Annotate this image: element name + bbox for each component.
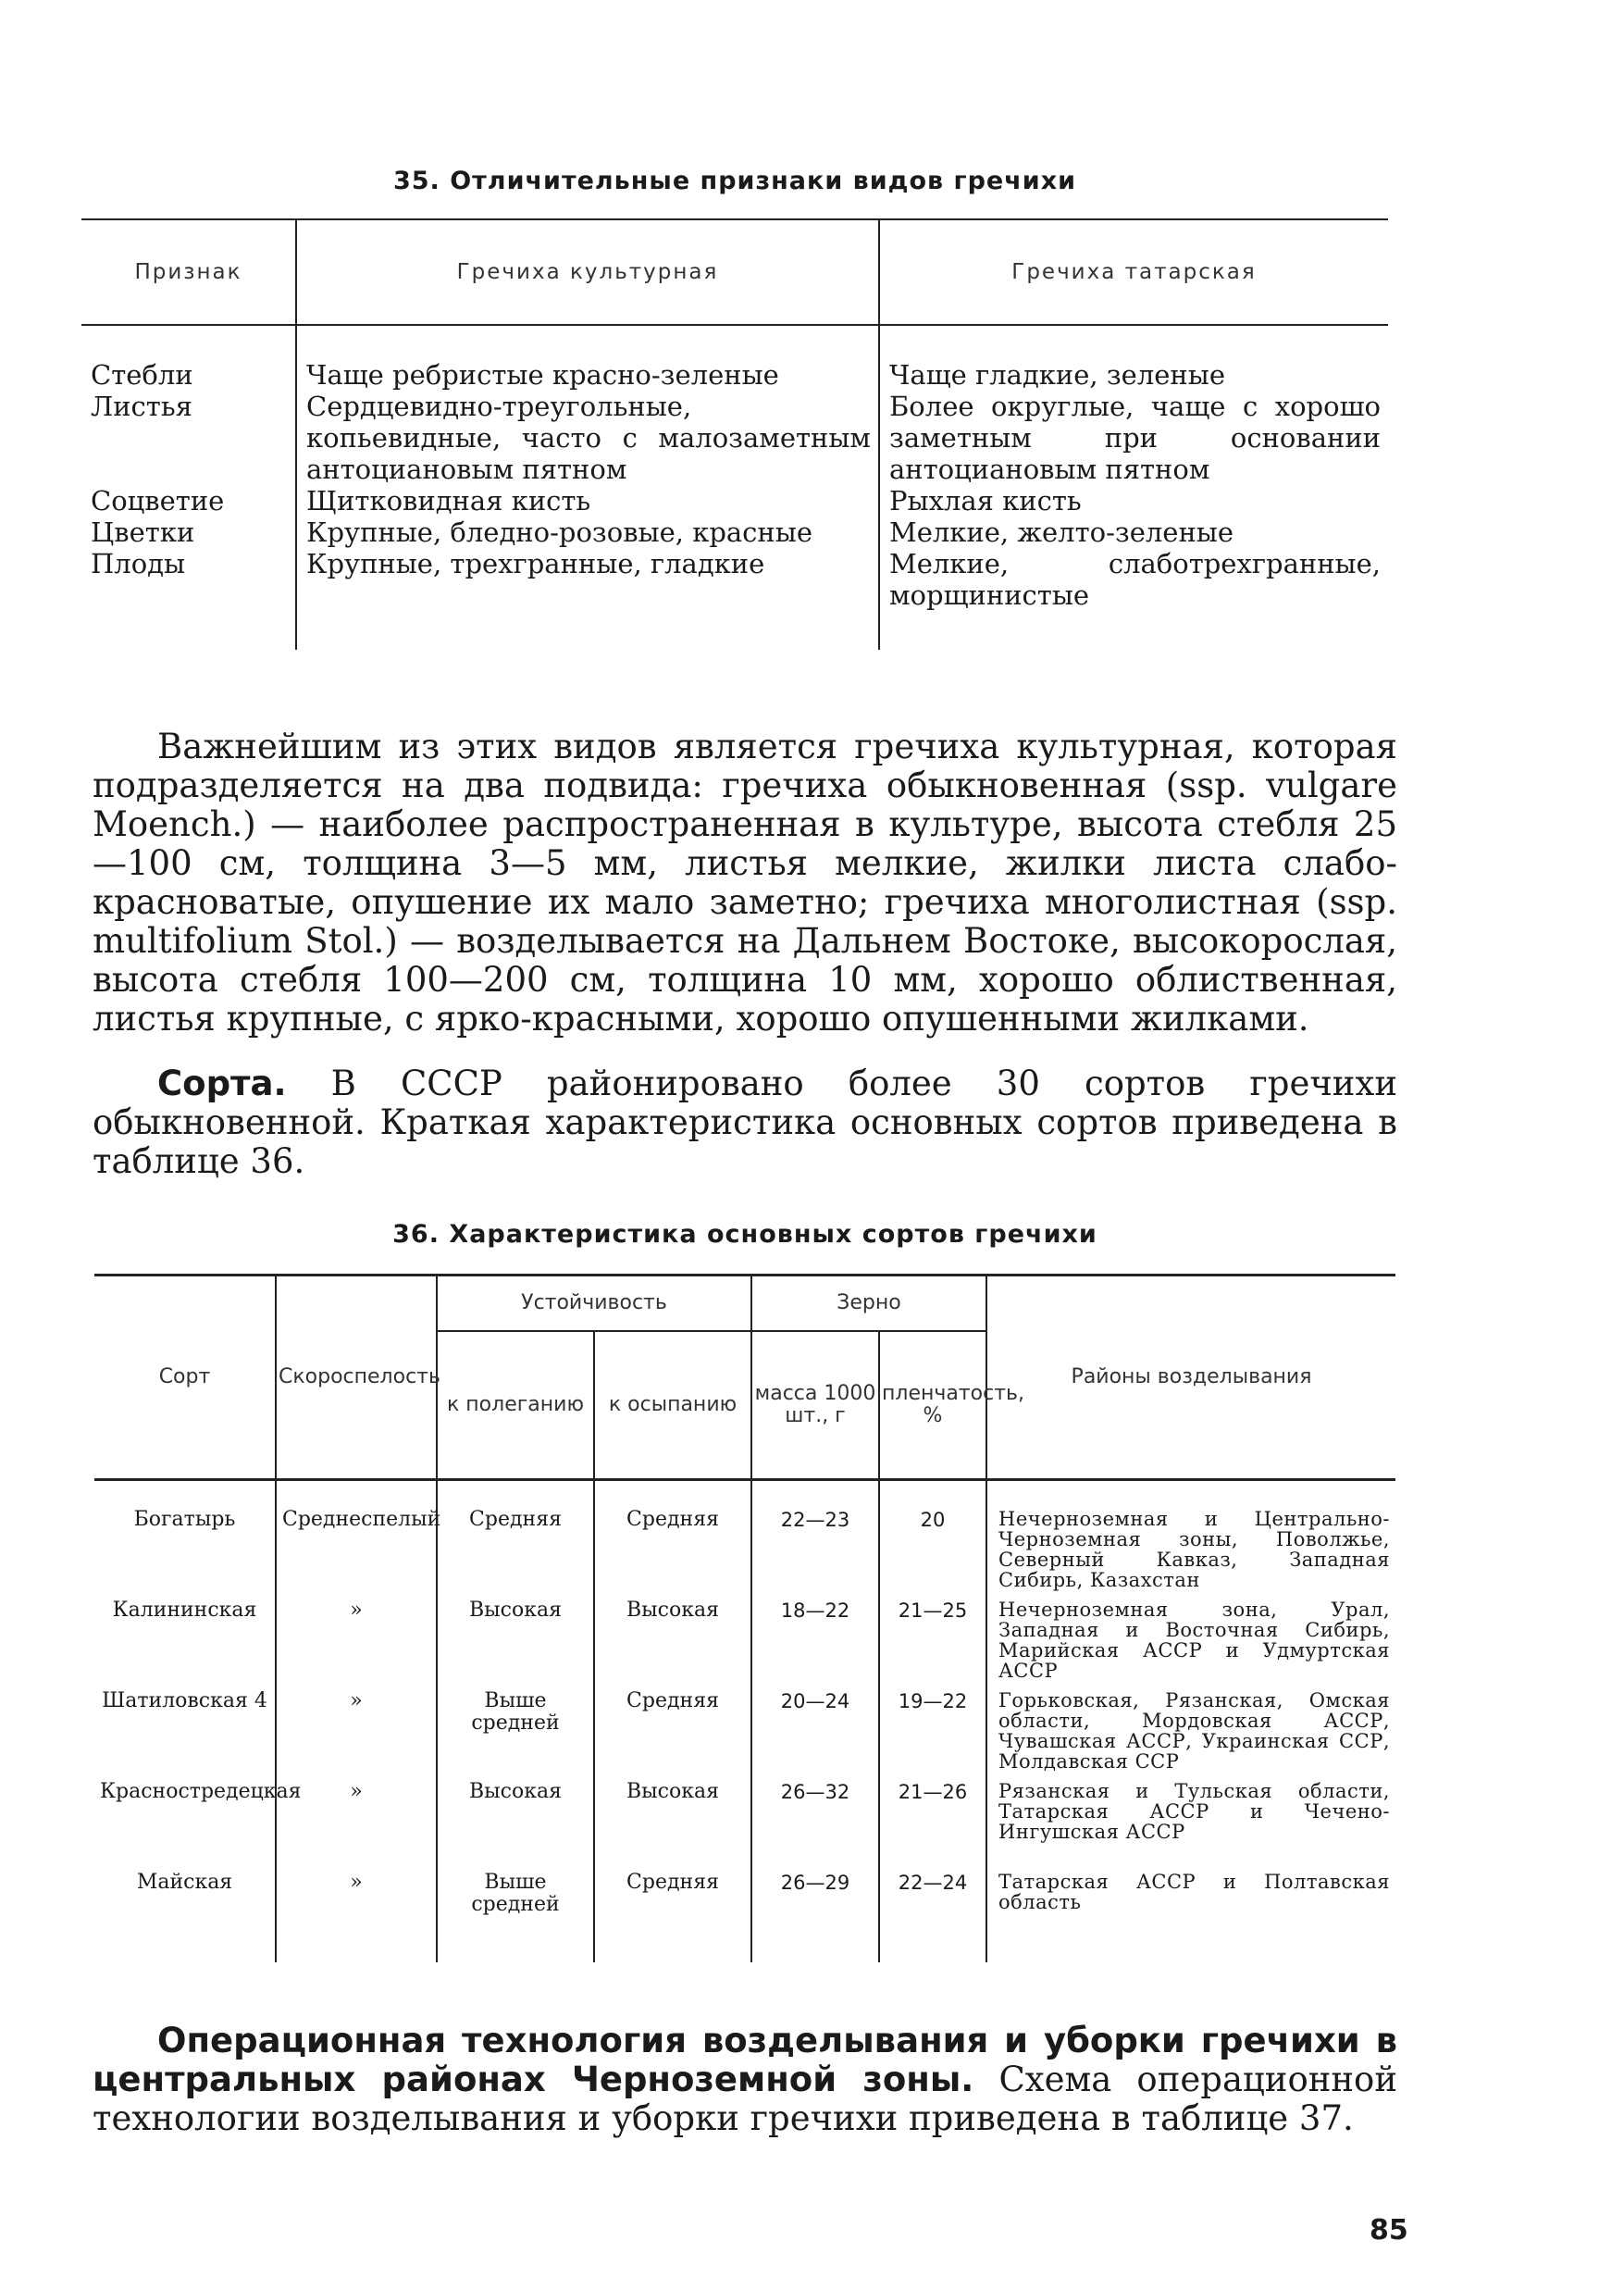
- table-36-header-regions: Районы возделывания: [986, 1276, 1395, 1480]
- table-35-header-cultural: Гречиха культурная: [296, 219, 879, 325]
- cultural-cell: Крупные, бледно-розовые, красные: [296, 516, 879, 548]
- table-36-caption: 36. Характеристика основных сортов гречихи: [392, 1220, 1097, 1249]
- ripeness-cell: »: [276, 1872, 437, 1962]
- variety-cell: Богатырь: [94, 1480, 276, 1600]
- shedding-cell: Средняя: [594, 1872, 751, 1962]
- shedding-cell: Средняя: [594, 1480, 751, 1600]
- table-35-header-tatar: Гречиха татарская: [879, 219, 1388, 325]
- table-36-header-variety: Сорт: [94, 1276, 276, 1480]
- body-paragraph-species: Важнейшим из этих видов является гречиха культурная, которая подразделяется на два подвида: гречиха обыкновенная (ssp. vulgare Moench.) — наиболее распространенная в культуре, высота стебля 25—100 см, толщина 3—5 мм, листья мелкие, жилки листа слабо-красноватые, опушение их мало заметно; гречиха многолистная (ssp. multifolium Stol.) — возделывается на Дальнем Востоке, высокорослая, высота стебля 100—200 см, толщина 10 мм, хорошо облиственная, листья крупные, с ярко-красными, хорошо опушенными жилками.: [93, 727, 1397, 1039]
- mass-cell: 26—32: [751, 1781, 879, 1872]
- table-row: [94, 1781, 1395, 1872]
- shedding-cell: Высокая: [594, 1781, 751, 1872]
- body-paragraph-technology: [93, 2022, 1397, 2138]
- table-36-header-hull: пленчатость, %: [879, 1331, 986, 1480]
- technology-text: Схема операционной технологии возделывания и уборки гречихи приведена в таблице 37.: [93, 2060, 1397, 2138]
- table-35-header-feature: Признак: [81, 219, 296, 325]
- feature-cell: Стебли: [81, 325, 296, 391]
- mass-cell: 26—29: [751, 1872, 879, 1962]
- varieties-text: В СССР районировано более 30 сортов гречихи обыкновенной. Краткая характеристика основных сортов приведена в таблице 36.: [93, 1064, 1397, 1181]
- tatar-cell: Мелкие, желто-зеленые: [889, 516, 1234, 548]
- table-36-header-ripeness: Скороспелость: [276, 1276, 437, 1480]
- table-36-header-grain: Зерно: [751, 1276, 986, 1332]
- lodging-cell: Выше средней: [437, 1872, 594, 1962]
- feature-cell: Плоды: [81, 548, 296, 650]
- tatar-cell: Мелкие, слаботрехгранные, морщинистые: [889, 548, 1381, 611]
- feature-cell: Листья: [81, 391, 296, 485]
- table-36-header-resistance: Устойчивость: [437, 1276, 751, 1332]
- variety-cell: Калининская: [94, 1599, 276, 1690]
- regions-cell: Горьковская, Рязанская, Омская области, Мордовская АССР, Чувашская АССР, Украинская ССР, Молдавская ССР: [998, 1689, 1391, 1773]
- technology-lead: Операционная технология возделывания и уборки гречихи в центральных районах Черноземной зоны.: [93, 2021, 1397, 2099]
- regions-cell: Татарская АССР и Полтавская область: [998, 1871, 1391, 1913]
- shedding-cell: Высокая: [594, 1599, 751, 1690]
- page-number: 85: [1370, 2214, 1408, 2246]
- variety-cell: Шатиловская 4: [94, 1690, 276, 1781]
- hull-cell: 21—25: [879, 1599, 986, 1690]
- lodging-cell: Высокая: [437, 1781, 594, 1872]
- feature-cell: Цветки: [81, 516, 296, 548]
- cultural-cell: Чаще ребристые красно-зеленые: [296, 325, 879, 391]
- tatar-cell: Чаще гладкие, зеленые: [889, 359, 1225, 391]
- mass-cell: 22—23: [751, 1480, 879, 1600]
- table-36: [94, 1274, 1395, 1962]
- lodging-cell: Выше средней: [437, 1690, 594, 1781]
- ripeness-cell: »: [276, 1599, 437, 1690]
- cultural-cell: Крупные, трехгранные, гладкие: [296, 548, 879, 650]
- table-row: [81, 485, 1388, 516]
- table-row: [81, 548, 1388, 650]
- table-36-header-lodging: к полеганию: [437, 1331, 594, 1480]
- ripeness-cell: »: [276, 1690, 437, 1781]
- ripeness-cell: Среднеспелый: [276, 1480, 437, 1600]
- table-row: [94, 1599, 1395, 1690]
- table-row: [81, 391, 1388, 485]
- cultural-cell: Сердцевидно-треугольные, копьевидные, часто с малозаметным антоциановым пятном: [296, 391, 879, 485]
- mass-cell: 18—22: [751, 1599, 879, 1690]
- mass-cell: 20—24: [751, 1690, 879, 1781]
- regions-cell: Нечерноземная зона, Урал, Западная и Восточная Сибирь, Марийская АССР и Удмуртская АССР: [998, 1599, 1391, 1682]
- regions-cell: Нечерноземная и Центрально-Черноземная зоны, Поволжье, Северный Кавказ, Западная Сибирь, Казахстан: [998, 1508, 1391, 1591]
- ripeness-cell: »: [276, 1781, 437, 1872]
- hull-cell: 21—26: [879, 1781, 986, 1872]
- table-row: [94, 1872, 1395, 1962]
- regions-cell: Рязанская и Тульская области, Татарская АССР и Чечено-Ингушская АССР: [998, 1780, 1391, 1843]
- tatar-cell: Более округлые, чаще с хорошо заметным при основании антоциановым пятном: [889, 391, 1381, 485]
- table-row: [81, 516, 1388, 548]
- hull-cell: 22—24: [879, 1872, 986, 1962]
- hull-cell: 19—22: [879, 1690, 986, 1781]
- tatar-cell: Рыхлая кисть: [889, 485, 1082, 516]
- varieties-lead: Сорта.: [157, 1064, 287, 1103]
- shedding-cell: Средняя: [594, 1690, 751, 1781]
- table-row: [94, 1690, 1395, 1781]
- table-row: [81, 325, 1388, 391]
- table-36-header-mass: масса 1000 шт., г: [751, 1331, 879, 1480]
- hull-cell: 20: [879, 1480, 986, 1600]
- table-35: [81, 218, 1388, 650]
- table-35-caption: 35. Отличительные признаки видов гречихи: [392, 167, 1077, 195]
- feature-cell: Соцветие: [81, 485, 296, 516]
- table-36-header-shedding: к осыпанию: [594, 1331, 751, 1480]
- lodging-cell: Средняя: [437, 1480, 594, 1600]
- table-row: [94, 1480, 1395, 1600]
- variety-cell: Красностредецкая: [94, 1781, 276, 1872]
- variety-cell: Майская: [94, 1872, 276, 1962]
- cultural-cell: Щитковидная кисть: [296, 485, 879, 516]
- lodging-cell: Высокая: [437, 1599, 594, 1690]
- body-paragraph-varieties: [93, 1064, 1397, 1181]
